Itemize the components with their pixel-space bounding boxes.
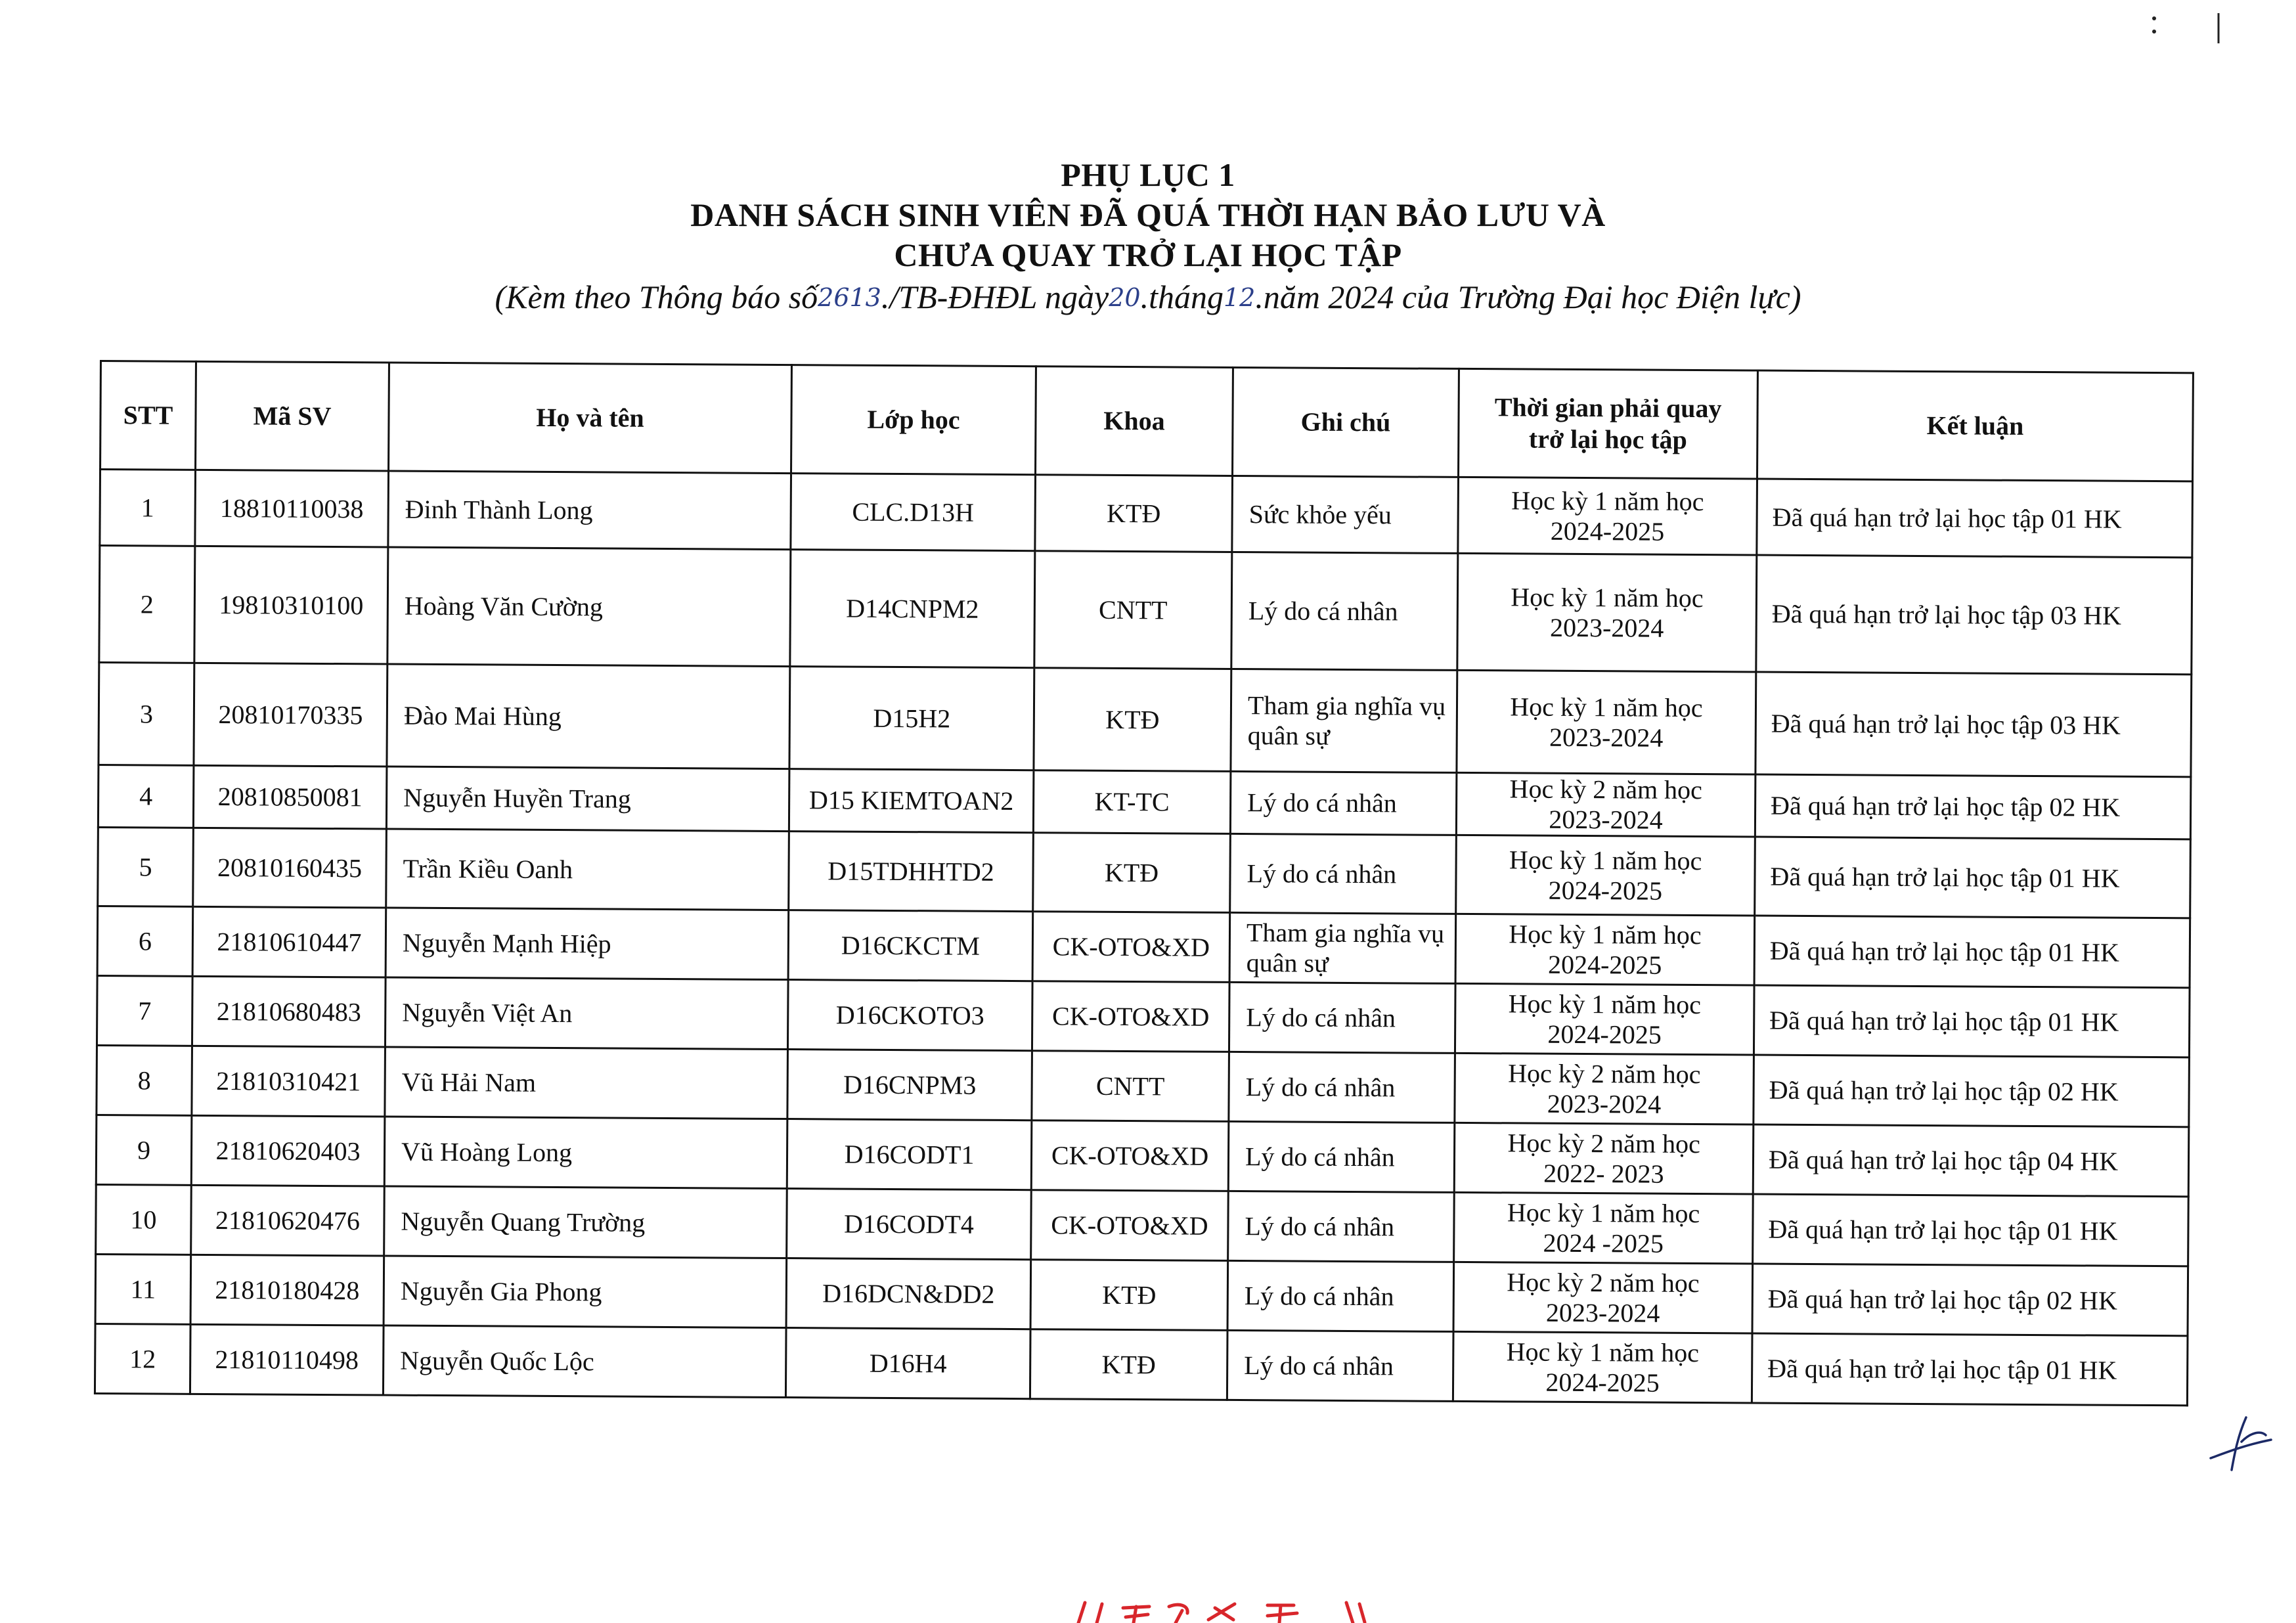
cell-student-id: 19810310100 [194,546,388,664]
cell-stt: 1 [100,470,196,546]
return-term: Học kỳ 1 năm học [1506,1336,1700,1367]
cell-stt: 11 [95,1254,191,1324]
cell-full-name: Nguyễn Mạnh Hiệp [386,908,789,980]
return-term: Học kỳ 2 năm học [1509,774,1703,805]
list-title-line-1: DANH SÁCH SINH VIÊN ĐÃ QUÁ THỜI HẠN BẢO LƯU VÀ [690,196,1606,233]
cell-faculty: KTĐ [1030,1329,1227,1400]
cell-class: D16DCN&DD2 [786,1258,1031,1329]
cell-conclusion: Đã quá hạn trở lại học tập 01 HK [1752,1333,2188,1406]
cell-faculty: KTĐ [1030,1260,1228,1331]
return-term: Học kỳ 1 năm học [1510,691,1703,723]
table-row [98,827,2191,918]
subtitle-text-2: ./TB-ĐHĐL ngày [881,278,1109,315]
cell-note: Lý do cá nhân [1229,982,1455,1053]
cell-note: Lý do cá nhân [1231,552,1458,670]
table-row [97,975,2190,1057]
cell-student-id: 20810160435 [193,828,387,908]
red-seal-fragment-icon [1071,1600,1379,1623]
cell-stt: 6 [97,906,193,976]
table-row [98,765,2190,839]
subtitle-text-3: .tháng [1140,278,1224,315]
cell-class: D15TDHHTD2 [789,832,1034,912]
cell-stt: 3 [99,663,194,766]
cell-note: Lý do cá nhân [1229,1052,1455,1123]
return-school-year: 2024-2025 [1548,875,1663,906]
header-class: Lớp học [791,365,1036,475]
cell-class: D16CKOTO3 [787,980,1032,1051]
table-row [97,1045,2190,1126]
table-row [96,1184,2189,1266]
cell-student-id: 21810610447 [192,906,386,977]
cell-conclusion: Đã quá hạn trở lại học tập 02 HK [1752,1264,2188,1336]
handwritten-month: 12 [1223,283,1256,312]
cell-conclusion: Đã quá hạn trở lại học tập 01 HK [1753,1194,2189,1266]
return-term: Học kỳ 1 năm học [1507,1197,1700,1228]
return-school-year: 2024-2025 [1547,949,1662,980]
cell-student-id: 21810680483 [192,976,386,1047]
cell-class: D16CNPM3 [787,1050,1032,1121]
student-table [94,360,2194,1406]
cell-class: D14CNPM2 [790,550,1035,668]
cell-full-name: Nguyễn Huyền Trang [386,767,789,832]
table-header-row [100,361,2194,481]
cell-note: Sức khỏe yếu [1232,476,1459,553]
cell-class: D16CODT1 [787,1119,1032,1190]
handwritten-initial-icon [2205,1412,2278,1471]
return-school-year: 2023-2024 [1549,804,1663,835]
table-row [95,1254,2188,1335]
subtitle-text-4: .năm 2024 của Trường Đại học Điện lực) [1255,278,1801,315]
cell-stt: 10 [96,1184,192,1255]
header-faculty: Khoa [1036,367,1233,476]
header-conclusion: Kết luận [1757,370,2193,481]
cell-return-time [1456,772,1755,837]
cell-class: D15 KIEMTOAN2 [789,769,1034,833]
return-school-year: 2023-2024 [1549,612,1664,643]
cell-return-time [1457,553,1757,672]
cell-return-time [1455,914,1755,985]
cell-return-time [1457,670,1756,774]
table-row [100,470,2193,558]
cell-stt: 9 [96,1115,192,1185]
cell-student-id: 21810110498 [190,1324,384,1395]
header-return-time-line-2: trở lại học tập [1528,424,1687,455]
return-school-year: 2024-2025 [1550,516,1665,546]
cell-note: Tham gia nghĩa vụ quân sự [1229,912,1456,983]
cell-full-name: Vũ Hoàng Long [384,1117,787,1189]
return-school-year: 2024 -2025 [1543,1228,1664,1258]
return-term: Học kỳ 1 năm học [1509,918,1702,950]
return-term: Học kỳ 1 năm học [1511,581,1704,613]
cell-conclusion: Đã quá hạn trở lại học tập 01 HK [1755,837,2191,918]
cell-full-name: Nguyễn Quang Trường [384,1186,787,1258]
cell-return-time [1453,1331,1752,1403]
cell-faculty: KTĐ [1034,668,1231,772]
scan-corner-marks-icon [2146,12,2225,45]
cell-class: CLC.D13H [791,474,1036,551]
cell-stt: 8 [97,1045,192,1115]
cell-faculty: CK-OTO&XD [1031,1121,1229,1191]
cell-class: D16CKCTM [788,910,1033,981]
cell-stt: 12 [95,1323,190,1394]
cell-faculty: CK-OTO&XD [1032,981,1229,1052]
return-term: Học kỳ 2 năm học [1508,1057,1701,1089]
cell-faculty: KT-TC [1033,770,1231,834]
cell-stt: 4 [98,765,194,828]
return-term: Học kỳ 2 năm học [1507,1266,1700,1298]
cell-full-name: Đào Mai Hùng [387,664,790,769]
handwritten-day: 20 [1109,283,1141,312]
return-term: Học kỳ 1 năm học [1508,988,1702,1019]
header-stt: STT [100,361,196,470]
cell-faculty: CK-OTO&XD [1032,912,1230,983]
table-row [99,546,2192,675]
cell-class: D15H2 [789,667,1034,770]
subtitle-text-1: (Kèm theo Thông báo số [495,278,818,315]
cell-stt: 7 [97,975,192,1046]
cell-full-name: Nguyễn Việt An [385,977,788,1050]
return-school-year: 2023-2024 [1547,1088,1662,1119]
cell-student-id: 21810180428 [190,1255,384,1325]
cell-conclusion: Đã quá hạn trở lại học tập 02 HK [1754,1055,2190,1127]
table-body [95,470,2192,1406]
cell-note: Tham gia nghĩa vụ quân sự [1231,669,1457,772]
cell-note: Lý do cá nhân [1227,1260,1454,1331]
cell-conclusion: Đã quá hạn trở lại học tập 01 HK [1754,916,2190,988]
cell-return-time [1454,1192,1754,1264]
cell-return-time [1458,477,1757,555]
cell-full-name: Nguyễn Quốc Lộc [383,1325,786,1398]
cell-faculty: CK-OTO&XD [1031,1190,1229,1261]
return-school-year: 2022- 2023 [1543,1158,1664,1189]
return-term: Học kỳ 1 năm học [1509,844,1702,876]
cell-conclusion: Đã quá hạn trở lại học tập 03 HK [1756,555,2192,675]
cell-student-id: 20810170335 [194,663,387,767]
return-term: Học kỳ 2 năm học [1507,1127,1700,1159]
cell-return-time [1455,983,1754,1055]
appendix-title: PHỤ LỤC 1 [1061,156,1235,193]
cell-faculty: KTĐ [1033,833,1231,913]
cell-note: Lý do cá nhân [1228,1121,1455,1192]
handwritten-doc-number: 2613 [818,283,881,312]
return-school-year: 2024-2025 [1545,1367,1660,1398]
cell-stt: 5 [98,827,194,906]
cell-full-name: Hoàng Văn Cường [387,547,791,667]
reference-subtitle [0,275,2296,319]
header-return-time-line-1: Thời gian phải quay [1494,392,1722,424]
cell-class: D16H4 [785,1328,1030,1399]
cell-conclusion: Đã quá hạn trở lại học tập 01 HK [1754,985,2190,1057]
header-note: Ghi chú [1233,367,1459,477]
cell-note: Lý do cá nhân [1228,1191,1455,1262]
header-full-name: Họ và tên [389,363,792,474]
cell-faculty: CNTT [1032,1051,1229,1122]
return-term: Học kỳ 1 năm học [1511,485,1704,516]
header-return-time [1459,368,1758,479]
table-row [99,663,2192,777]
cell-full-name: Đinh Thành Long [388,471,791,550]
cell-full-name: Nguyễn Gia Phong [384,1256,787,1328]
cell-note: Lý do cá nhân [1230,834,1457,914]
cell-student-id: 21810310421 [192,1046,386,1117]
header-student-id: Mã SV [196,361,389,471]
list-title-line-2: CHƯA QUAY TRỞ LẠI HỌC TẬP [894,236,1402,273]
cell-student-id: 21810620403 [191,1115,385,1186]
cell-student-id: 20810850081 [193,765,387,829]
document-header [0,155,2296,319]
cell-conclusion: Đã quá hạn trở lại học tập 02 HK [1755,774,2191,839]
cell-stt: 2 [99,546,195,663]
cell-return-time [1454,1123,1754,1194]
table-row [96,1115,2189,1196]
cell-note: Lý do cá nhân [1230,771,1457,835]
return-school-year: 2024-2025 [1547,1019,1662,1050]
return-school-year: 2023-2024 [1549,722,1664,753]
cell-full-name: Vũ Hải Nam [385,1047,788,1119]
cell-return-time [1453,1262,1753,1333]
cell-note: Lý do cá nhân [1227,1330,1453,1401]
cell-student-id: 18810110038 [195,470,389,547]
return-school-year: 2023-2024 [1545,1297,1660,1328]
cell-conclusion: Đã quá hạn trở lại học tập 01 HK [1757,479,2193,558]
cell-faculty: CNTT [1034,551,1232,669]
student-table-wrapper [94,360,2194,1406]
cell-return-time [1456,835,1755,916]
cell-conclusion: Đã quá hạn trở lại học tập 03 HK [1755,672,2192,777]
cell-student-id: 21810620476 [191,1185,385,1256]
cell-full-name: Trần Kiều Oanh [386,829,789,910]
cell-faculty: KTĐ [1035,475,1233,552]
cell-class: D16CODT4 [787,1189,1032,1260]
cell-conclusion: Đã quá hạn trở lại học tập 04 HK [1753,1124,2189,1197]
table-row [97,906,2190,987]
cell-return-time [1455,1053,1754,1124]
table-row [95,1323,2188,1405]
